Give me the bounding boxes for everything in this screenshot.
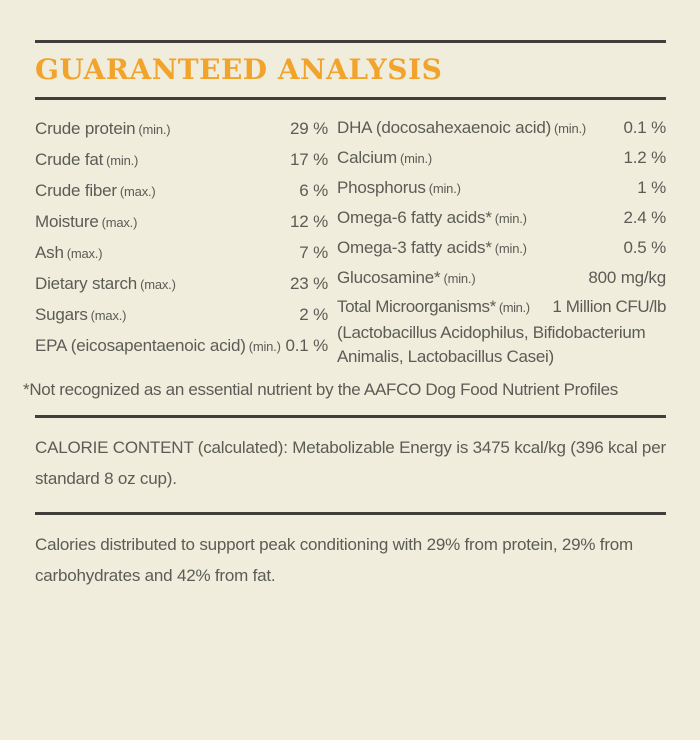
nutrient-name: Crude fat xyxy=(35,150,104,169)
analysis-row-ash xyxy=(35,237,328,268)
nutrient-name: Phosphorus xyxy=(337,178,426,197)
divider-calorie-distribution xyxy=(35,512,666,515)
calorie-content-line: standard 8 oz cup). xyxy=(35,469,177,488)
analysis-row-dha xyxy=(337,113,666,143)
section-title: GUARANTEED ANALYSIS xyxy=(35,53,443,86)
guaranteed-analysis-label xyxy=(0,40,700,591)
divider-calorie-content xyxy=(35,415,666,418)
nutrient-name: Calcium xyxy=(337,148,398,167)
nutrient-value: 1 % xyxy=(637,178,666,197)
calorie-distribution-line: carbohydrates and 42% from fat. xyxy=(35,566,276,585)
nutrient-name: Crude fiber xyxy=(35,181,117,200)
divider-top xyxy=(35,40,666,43)
analysis-row-crude-fiber xyxy=(35,175,328,206)
calorie-distribution-statement xyxy=(35,529,666,591)
nutrient-qualifier: (min.) xyxy=(138,122,171,137)
species-line: (Lactobacillus Acidophilus, Bifidobacterium xyxy=(337,323,646,342)
nutrient-value: 0.1 % xyxy=(623,118,666,137)
analysis-column-left xyxy=(35,113,328,369)
nutrient-qualifier: (min.) xyxy=(428,181,461,196)
nutrient-name: EPA (eicosapentaenoic acid) xyxy=(35,336,246,355)
nutrient-qualifier: (min.) xyxy=(248,339,281,354)
analysis-row-crude-protein xyxy=(35,113,328,144)
nutrient-value: 17 % xyxy=(290,150,328,169)
nutrient-value: 1 Million CFU/lb xyxy=(552,297,666,316)
nutrient-qualifier: (min.) xyxy=(443,271,476,286)
nutrient-value: 6 % xyxy=(299,181,328,200)
analysis-row-glucosamine xyxy=(337,263,666,293)
aafco-footnote: *Not recognized as an essential nutrient by the AAFCO Dog Food Nutrient Profiles xyxy=(23,380,618,399)
nutrient-name: Omega-3 fatty acids* xyxy=(337,238,492,257)
nutrient-value: 800 mg/kg xyxy=(588,268,666,287)
nutrient-name: Crude protein xyxy=(35,119,136,138)
analysis-row-phosphorus xyxy=(337,173,666,203)
analysis-row-omega3 xyxy=(337,233,666,263)
nutrient-value: 2.4 % xyxy=(623,208,666,227)
species-line: Animalis, Lactobacillus Casei) xyxy=(337,347,554,366)
nutrient-value: 29 % xyxy=(290,119,328,138)
analysis-row-dietary-starch xyxy=(35,268,328,299)
analysis-column-right xyxy=(337,113,666,369)
nutrient-name: Sugars xyxy=(35,305,88,324)
calorie-distribution-line: Calories distributed to support peak conditioning with 29% from protein, 29% from xyxy=(35,535,634,554)
analysis-table xyxy=(35,113,666,369)
nutrient-name: Ash xyxy=(35,243,64,262)
analysis-row-calcium xyxy=(337,143,666,173)
nutrient-qualifier: (max.) xyxy=(90,308,127,323)
analysis-row-crude-fat xyxy=(35,144,328,175)
analysis-row-omega6 xyxy=(337,203,666,233)
nutrient-value: 2 % xyxy=(299,305,328,324)
nutrient-value: 0.5 % xyxy=(623,238,666,257)
nutrient-value: 7 % xyxy=(299,243,328,262)
divider-header xyxy=(35,97,666,100)
nutrient-qualifier: (max.) xyxy=(140,277,176,292)
calorie-content-line: CALORIE CONTENT (calculated): Metabolizable Energy is 3475 kcal/kg (396 kcal per xyxy=(35,438,666,457)
analysis-row-sugars xyxy=(35,299,328,330)
analysis-row-moisture xyxy=(35,206,328,237)
nutrient-value: 0.1 % xyxy=(285,336,328,355)
nutrient-name: Glucosamine* xyxy=(337,268,441,287)
nutrient-qualifier: (min.) xyxy=(554,121,587,136)
nutrient-value: 23 % xyxy=(290,274,328,293)
analysis-row-total-microorganisms xyxy=(337,293,666,369)
microorganisms-species-list xyxy=(337,321,666,369)
nutrient-name: Omega-6 fatty acids* xyxy=(337,208,492,227)
nutrient-qualifier: (min.) xyxy=(494,211,527,226)
nutrient-name: Dietary starch xyxy=(35,274,138,293)
nutrient-qualifier: (max.) xyxy=(66,246,103,261)
nutrient-value: 1.2 % xyxy=(623,148,666,167)
nutrient-value: 12 % xyxy=(290,212,328,231)
calorie-content-statement xyxy=(35,432,666,494)
nutrient-qualifier: (max.) xyxy=(119,184,156,199)
analysis-row-epa xyxy=(35,330,328,361)
nutrient-name: Moisture xyxy=(35,212,99,231)
nutrient-qualifier: (min.) xyxy=(498,300,530,315)
nutrient-name: DHA (docosahexaenoic acid) xyxy=(337,118,552,137)
nutrient-qualifier: (min.) xyxy=(494,241,527,256)
nutrient-name: Total Microorganisms* xyxy=(337,297,496,316)
nutrient-qualifier: (min.) xyxy=(400,151,433,166)
nutrient-qualifier: (max.) xyxy=(101,215,138,230)
nutrient-qualifier: (min.) xyxy=(106,153,139,168)
